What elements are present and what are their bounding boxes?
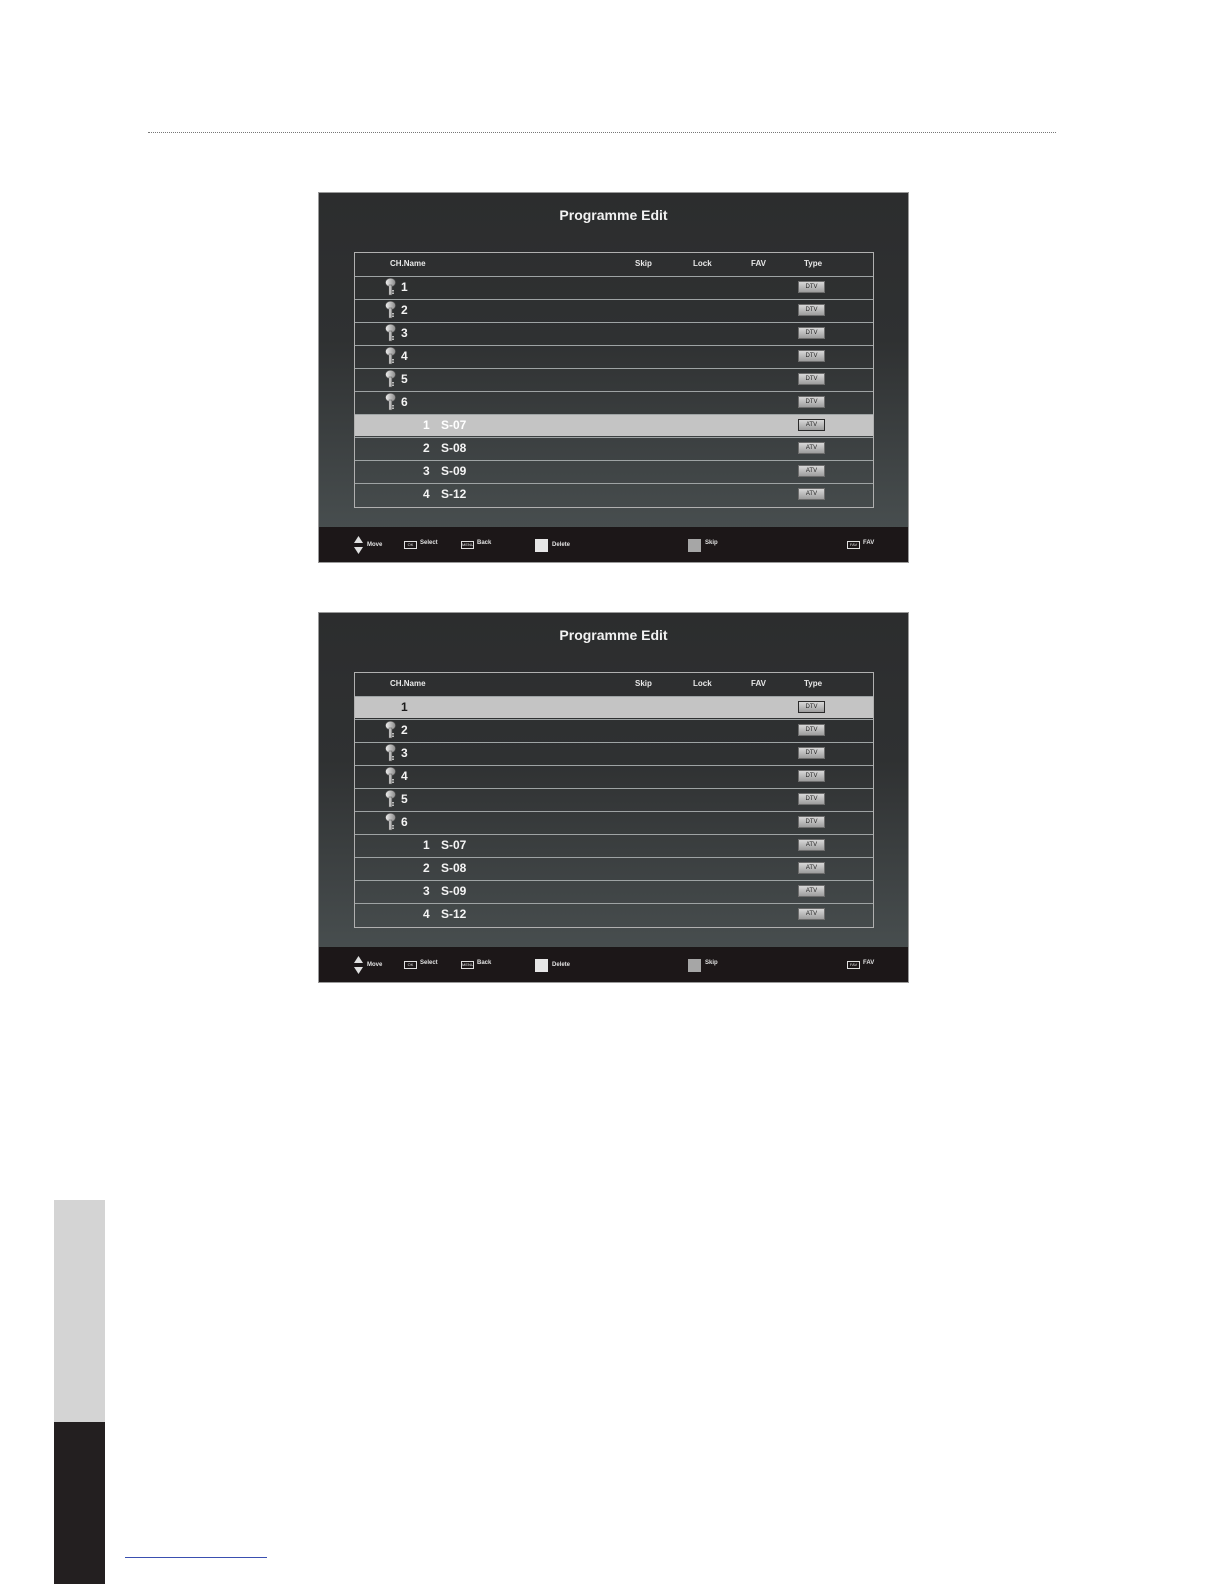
channel-row[interactable] <box>355 788 873 810</box>
channel-name: S-09 <box>441 464 467 478</box>
channel-number: 4 <box>401 769 408 783</box>
skip-key-icon <box>688 539 701 552</box>
programme-edit-screen <box>318 192 909 563</box>
channel-row[interactable] <box>355 719 873 741</box>
type-badge: DTV <box>798 373 825 385</box>
screen-title: Programme Edit <box>559 207 668 223</box>
channel-table <box>354 672 874 928</box>
column-header-lock: Lock <box>693 679 712 688</box>
delete-key-icon <box>535 539 548 552</box>
programme-edit-screen <box>318 612 909 983</box>
lock-icon <box>384 767 397 785</box>
delete-key-icon <box>535 959 548 972</box>
lock-icon <box>384 370 397 388</box>
channel-number: 2 <box>401 303 408 317</box>
hint-delete <box>535 539 585 553</box>
column-header-lock: Lock <box>693 259 712 268</box>
channel-number: 2 <box>423 441 430 455</box>
type-badge: DTV <box>798 701 825 713</box>
up-down-arrow-icon <box>354 536 363 554</box>
type-badge: DTV <box>798 770 825 782</box>
type-badge: ATV <box>798 465 825 477</box>
table-header <box>355 253 873 276</box>
menu-key-icon: MENU <box>462 542 474 547</box>
channel-row[interactable] <box>355 322 873 344</box>
hint-fav-label: FAV <box>863 960 875 966</box>
channel-name: S-07 <box>441 838 467 852</box>
lock-icon <box>384 347 397 365</box>
channel-name: S-08 <box>441 861 467 875</box>
channel-row[interactable] <box>355 460 873 482</box>
channel-number: 6 <box>401 395 408 409</box>
channel-number: 3 <box>423 884 430 898</box>
hint-skip-label: Skip <box>705 960 718 966</box>
channel-row[interactable] <box>355 903 873 925</box>
hint-move <box>354 539 394 553</box>
channel-name: S-12 <box>441 907 467 921</box>
lock-icon <box>384 278 397 296</box>
ok-key-icon: OK <box>404 961 417 969</box>
lock-icon <box>384 744 397 762</box>
channel-name: S-07 <box>441 418 467 432</box>
type-badge: ATV <box>798 862 825 874</box>
channel-row[interactable] <box>355 437 873 459</box>
screen-title: Programme Edit <box>559 627 668 643</box>
ok-key-icon: OK <box>404 541 417 549</box>
hint-select <box>404 539 449 553</box>
channel-number: 4 <box>423 907 430 921</box>
channel-row[interactable] <box>355 880 873 902</box>
hint-select-label: Select <box>420 960 438 966</box>
lock-icon <box>384 324 397 342</box>
hint-select-label: Select <box>420 540 438 546</box>
channel-number: 3 <box>401 746 408 760</box>
type-badge: ATV <box>798 908 825 920</box>
type-badge: ATV <box>798 442 825 454</box>
channel-number: 2 <box>401 723 408 737</box>
column-header-skip: Skip <box>635 679 652 688</box>
channel-number: 4 <box>401 349 408 363</box>
type-badge: DTV <box>798 327 825 339</box>
channel-row[interactable] <box>355 368 873 390</box>
type-badge: DTV <box>798 747 825 759</box>
column-header-fav: FAV <box>751 259 766 268</box>
column-header-skip: Skip <box>635 259 652 268</box>
type-badge: DTV <box>798 396 825 408</box>
channel-number: 1 <box>423 418 430 432</box>
channel-number: 1 <box>401 700 408 714</box>
type-badge: ATV <box>798 419 825 431</box>
type-badge: ATV <box>798 885 825 897</box>
channel-number: 2 <box>423 861 430 875</box>
fav-key-icon: FAV <box>847 541 860 549</box>
hint-skip <box>688 539 733 553</box>
channel-row[interactable] <box>355 391 873 413</box>
type-badge: ATV <box>798 839 825 851</box>
type-badge: DTV <box>798 304 825 316</box>
type-badge: DTV <box>798 350 825 362</box>
channel-number: 4 <box>423 487 430 501</box>
column-header-name: CH.Name <box>390 679 426 688</box>
menu-key-icon: MENU <box>462 962 474 967</box>
channel-row[interactable] <box>355 857 873 879</box>
hint-skip <box>688 959 733 973</box>
hint-delete <box>535 959 585 973</box>
hint-select <box>404 959 449 973</box>
key-hint-bar <box>319 947 908 983</box>
hint-delete-label: Delete <box>552 962 571 968</box>
side-tab-dark <box>54 1422 105 1584</box>
channel-number: 3 <box>423 464 430 478</box>
channel-row[interactable] <box>355 765 873 787</box>
column-header-type: Type <box>804 259 823 268</box>
hint-move <box>354 959 394 973</box>
lock-icon <box>384 813 397 831</box>
hint-fav <box>847 539 892 553</box>
lock-icon <box>384 721 397 739</box>
channel-row[interactable] <box>355 696 873 718</box>
type-badge: DTV <box>798 816 825 828</box>
channel-row[interactable] <box>355 414 873 436</box>
hint-back-label: Back <box>477 960 492 966</box>
channel-row[interactable] <box>355 742 873 764</box>
side-tab-light <box>54 1200 105 1422</box>
type-badge: DTV <box>798 281 825 293</box>
hint-back <box>461 539 506 553</box>
channel-name: S-09 <box>441 884 467 898</box>
hint-fav <box>847 959 892 973</box>
column-header-type: Type <box>804 679 823 688</box>
channel-row[interactable] <box>355 834 873 856</box>
channel-row[interactable] <box>355 276 873 298</box>
channel-name: S-12 <box>441 487 467 501</box>
channel-row[interactable] <box>355 345 873 367</box>
channel-number: 5 <box>401 372 408 386</box>
header-rule <box>148 132 1056 133</box>
type-badge: DTV <box>798 793 825 805</box>
column-header-fav: FAV <box>751 679 766 688</box>
key-hint-bar <box>319 527 908 563</box>
hint-skip-label: Skip <box>705 540 718 546</box>
footer-link-underline <box>125 1557 267 1558</box>
hint-move-label: Move <box>367 542 383 548</box>
table-header <box>355 673 873 696</box>
channel-row[interactable] <box>355 811 873 833</box>
channel-number: 1 <box>423 838 430 852</box>
lock-icon <box>384 790 397 808</box>
column-header-name: CH.Name <box>390 259 426 268</box>
lock-icon <box>384 393 397 411</box>
lock-icon <box>384 301 397 319</box>
hint-back <box>461 959 506 973</box>
channel-table <box>354 252 874 508</box>
hint-fav-label: FAV <box>863 540 875 546</box>
channel-row[interactable] <box>355 299 873 321</box>
hint-move-label: Move <box>367 962 383 968</box>
skip-key-icon <box>688 959 701 972</box>
hint-back-label: Back <box>477 540 492 546</box>
channel-number: 3 <box>401 326 408 340</box>
channel-name: S-08 <box>441 441 467 455</box>
channel-number: 1 <box>401 280 408 294</box>
channel-row[interactable] <box>355 483 873 505</box>
type-badge: DTV <box>798 724 825 736</box>
fav-key-icon: FAV <box>847 961 860 969</box>
hint-delete-label: Delete <box>552 542 571 548</box>
type-badge: ATV <box>798 488 825 500</box>
channel-number: 5 <box>401 792 408 806</box>
channel-number: 6 <box>401 815 408 829</box>
up-down-arrow-icon <box>354 956 363 974</box>
